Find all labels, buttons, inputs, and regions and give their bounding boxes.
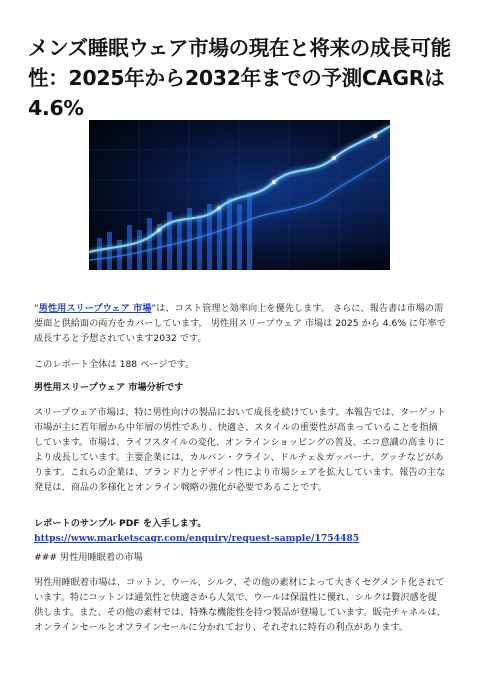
page-title: メンズ睡眠ウェア市場の現在と将来の成長可能性：2025年から2032年までの予測CAGRは4.6% bbox=[28, 36, 451, 120]
sample-request-link[interactable]: https://www.marketscagr.com/enquiry/request-sample/1754485 bbox=[34, 533, 360, 544]
market-link[interactable]: 男性用スリープウェア 市場 bbox=[38, 303, 152, 314]
quote-mark: “ bbox=[34, 303, 39, 314]
intro-paragraph bbox=[34, 301, 446, 346]
hero-image bbox=[89, 120, 390, 270]
intro-text: ”は、コスト管理と効率向上を優先します。 さらに、報告書は市場の需要面と供給面の両方をカバーしています。 男性用スリープウェア 市場は 2025 から 4.6% に年率で成長すると予想されています2032 です。 bbox=[34, 303, 446, 344]
analysis-heading: 男性用スリープウェア 市場分析です bbox=[34, 382, 184, 393]
segment-heading: ### 男性用睡眠着の市場 bbox=[34, 552, 143, 563]
sample-label: レポートのサンプル PDF を入手します。 bbox=[34, 518, 207, 529]
page-count-note: このレポート全体は 188 ページです。 bbox=[34, 359, 195, 370]
analysis-body: スリープウェア市場は、特に男性向けの製品において成長を続けています。本報告では、ターゲット市場が主に若年層から中年層の男性であり、快適さ、スタイルの重要性が高まっていることを指摘しています。市場は、ライフスタイルの変化、オンラインショッピングの普及、エコ意識の高まりにより成長しています。主要企業には、カルバン・クライン、ドルチェ＆ガッバーナ、グッチなどがあります。これらの企業は、ブランド力とデザイン性により市場シェアを拡大しています。報告の主な発見は、商品の多様化とオンライン戦略の強化が必要であることです。 bbox=[34, 407, 446, 493]
segment-body: 男性用睡眠着市場は、コットン、ウール、シルク、その他の素材によって大きくセグメント化されています。特にコットンは通気性と快適さから人気で、ウールは保温性に優れ、シルクは贅沢感を提供します。また、その他の素材では、特殊な機能性を持つ製品が登場しています。販売チャネルは、オンラインセールとオフラインセールに分かれており、それぞれに特有の利点があります。 bbox=[34, 577, 446, 633]
growth-line-graphic bbox=[89, 120, 390, 270]
sample-request bbox=[34, 516, 446, 546]
